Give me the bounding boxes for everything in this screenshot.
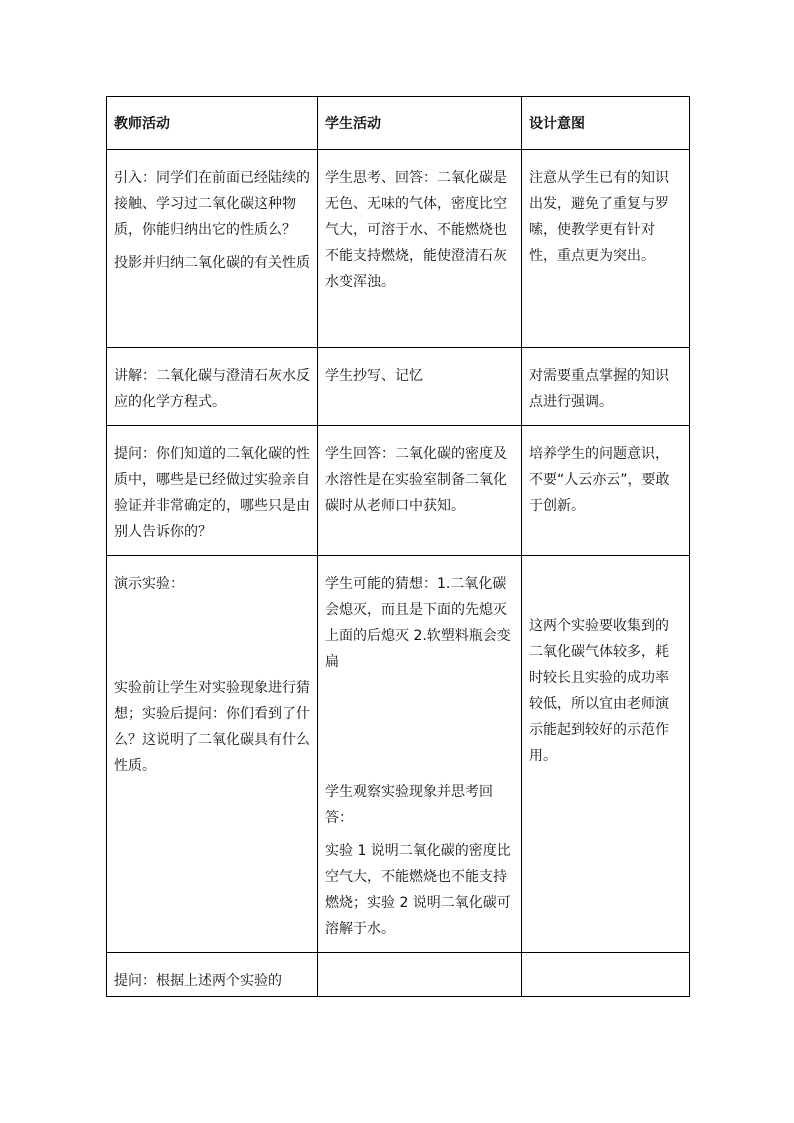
cell-text: 学生抄写、记忆 (325, 368, 423, 384)
cell-text: 学生回答：二氧化碳的密度及水溶性是在实验室制备二氧化碳时从老师口中获知。 (325, 446, 507, 514)
table-row (107, 953, 690, 997)
cell-text: 学生观察实验现象并思考回答： (325, 784, 493, 826)
design-cell (522, 150, 690, 348)
cell-text: 对需要重点掌握的知识点进行强调。 (529, 368, 669, 410)
cell-text: 实验 1 说明二氧化碳的密度比空气大，不能燃烧也不能支持燃烧；实验 2 说明二氧化碳可溶解于水。 (325, 843, 511, 937)
cell-text: 学生可能的猜想：1.二氧化碳会熄灭，而且是下面的先熄灭上面的后熄灭 2.软塑料瓶会变扁 (325, 576, 511, 670)
cell-text: 引入：同学们在前面已经陆续的接触、学习过二氧化碳这种物质，你能归纳出它的性质么？ (114, 170, 310, 238)
student-cell (318, 556, 522, 953)
cell-text: 培养学生的问题意识，不要“人云亦云”，要敢于创新。 (529, 446, 670, 514)
cell-text: 这两个实验要收集到的二氧化碳气体较多，耗时较长且实验的成功率较低，所以宜由老师演示能起到较好的示范作用。 (529, 618, 669, 764)
cell-text: 学生思考、回答：二氧化碳是无色、无味的气体，密度比空气大，可溶于水、不能燃烧也不能支持燃烧，能使澄清石灰水变浑浊。 (325, 170, 507, 290)
teacher-cell (107, 556, 318, 953)
cell-text: 讲解：二氧化碳与澄清石灰水反应的化学方程式。 (114, 368, 310, 410)
teacher-cell (107, 953, 318, 997)
student-cell (318, 348, 522, 426)
table-row (107, 150, 690, 348)
header-student-activity: 学生活动 (318, 97, 522, 150)
teacher-cell (107, 348, 318, 426)
design-cell (522, 348, 690, 426)
cell-text: 演示实验： (114, 576, 184, 592)
table-row (107, 348, 690, 426)
cell-text: 注意从学生已有的知识出发，避免了重复与罗嗦，使教学更有针对性，重点更为突出。 (529, 170, 669, 264)
lesson-plan-table (106, 96, 690, 997)
table-row (107, 426, 690, 556)
cell-text: 实验前让学生对实验现象进行猜想；实验后提问：你们看到了什么？这说明了二氧化碳具有什么性质。 (114, 680, 310, 774)
cell-text: 提问：你们知道的二氧化碳的性质中，哪些是已经做过实验亲自验证并非常确定的，哪些只是由别人告诉你的？ (114, 446, 310, 540)
student-cell (318, 426, 522, 556)
cell-text: 投影并归纳二氧化碳的有关性质 (114, 255, 310, 271)
teacher-cell (107, 426, 318, 556)
table-header-row (107, 97, 690, 150)
teacher-cell (107, 150, 318, 348)
design-cell (522, 953, 690, 997)
student-cell (318, 150, 522, 348)
header-teacher-activity: 教师活动 (107, 97, 318, 150)
design-cell (522, 426, 690, 556)
table-row (107, 556, 690, 953)
header-design-intent: 设计意图 (522, 97, 690, 150)
student-cell (318, 953, 522, 997)
cell-text: 提问：根据上述两个实验的 (114, 973, 282, 989)
design-cell (522, 556, 690, 953)
